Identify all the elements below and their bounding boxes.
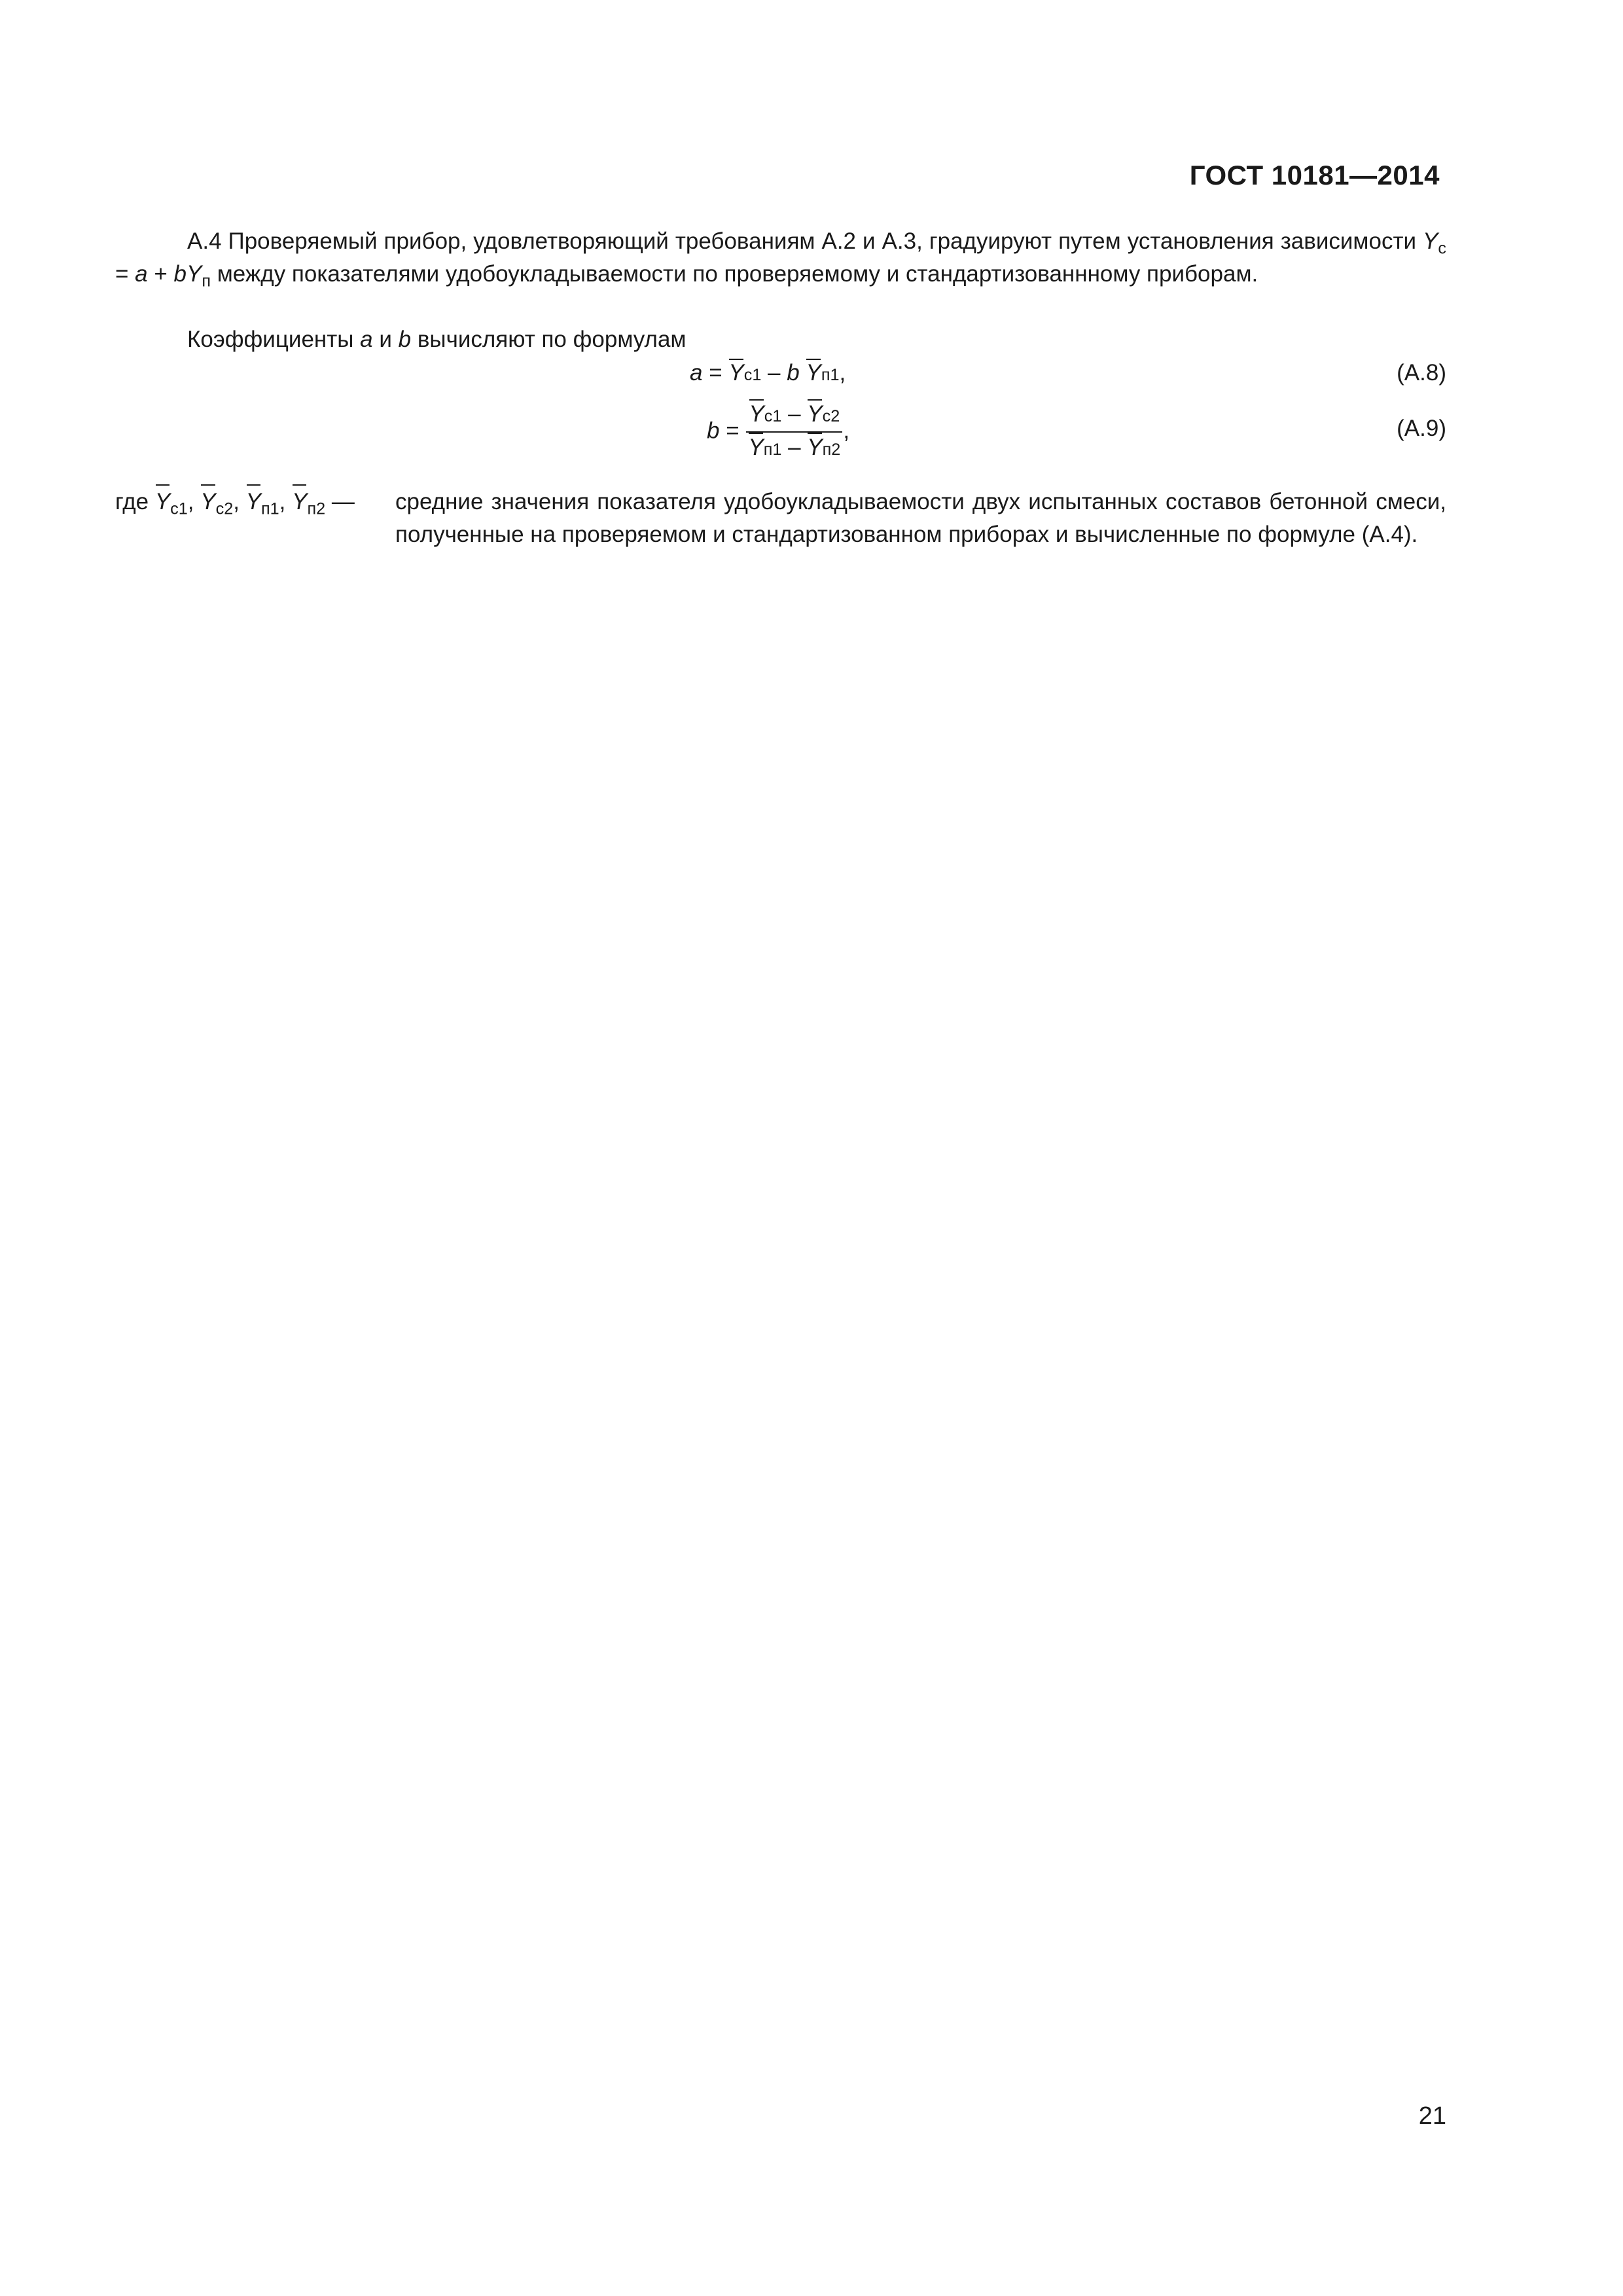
var-y-mean: Y (200, 486, 215, 518)
comma: , (839, 360, 846, 386)
sub-p1: п1 (763, 440, 782, 459)
eq-sign: = (702, 360, 729, 386)
var-b: b (398, 327, 412, 352)
sub-p2: п2 (307, 499, 326, 518)
comma: , (233, 489, 246, 514)
formula-a8 (690, 360, 846, 386)
sub-p1: п1 (261, 499, 279, 518)
var-a: a (690, 360, 703, 386)
sub-c2: с2 (822, 407, 840, 425)
where-clause-symbols (115, 486, 355, 518)
formula-number-a9: (А.9) (1397, 416, 1446, 441)
paragraph-a4-lead: А.4 Проверяемый прибор, удовлетворяющий требованиям А.2 и А.3, градуируют путем установления зависимости (187, 228, 1423, 254)
coef-text-1: Коэффициенты (187, 327, 361, 352)
sub-c1: с1 (743, 366, 762, 384)
sub-p: п (202, 272, 211, 291)
paragraph-a4-tail: между показателями удобоукладываемости по проверяемому и стандартизованнному приборам. (211, 261, 1258, 287)
sub-c1: с1 (764, 407, 782, 425)
page-number: 21 (1418, 2102, 1446, 2130)
plus-sign: + (147, 261, 174, 287)
var-y-mean: Y (155, 486, 170, 518)
formula-number-a8: (А.8) (1397, 360, 1446, 386)
var-a: a (360, 327, 373, 352)
var-a: a (135, 261, 148, 287)
sub-p2: п2 (822, 440, 841, 459)
var-b: b (787, 360, 800, 386)
var-y-mean: Y (749, 401, 764, 427)
sub-c1: с1 (170, 499, 188, 518)
coef-text-2: и (372, 327, 399, 352)
fraction-denominator (745, 433, 843, 463)
var-b: b (707, 418, 720, 444)
fraction (745, 401, 843, 463)
eq-sign: = (719, 418, 746, 444)
where-clause-definition: средние значения показателя удобоукладываемости двух испытанных составов бетонной смеси, полученные на проверяемом и стандартизованном приборах и вычисленные по формуле (А.4). (395, 489, 1446, 547)
sub-c: с (1438, 239, 1446, 258)
var-y: Y (1423, 228, 1438, 254)
var-y-mean: Y (806, 360, 821, 386)
eq-sign: = (115, 261, 135, 287)
var-y-mean: Y (728, 360, 744, 386)
comma: , (187, 489, 201, 514)
var-y-mean: Y (807, 435, 823, 460)
var-b: b (173, 261, 187, 287)
sub-p1: п1 (821, 366, 840, 384)
paragraph-a4 (115, 225, 1446, 291)
fraction-numerator (746, 401, 842, 433)
minus-sign: – (781, 435, 808, 460)
var-y-mean: Y (748, 435, 764, 460)
comma: , (279, 489, 293, 514)
var-y: Y (187, 261, 202, 287)
em-dash: — (325, 489, 355, 514)
document-header: ГОСТ 10181—2014 (1189, 160, 1440, 190)
comma: , (843, 418, 850, 444)
coef-text-3: вычисляют по формулам (411, 327, 687, 352)
minus-sign: – (781, 401, 808, 427)
coefficients-line (115, 323, 1446, 356)
var-y-mean: Y (246, 486, 261, 518)
var-y-mean: Y (292, 486, 307, 518)
where-word: где (115, 489, 155, 514)
minus-sign: – (761, 360, 787, 386)
sub-c2: с2 (215, 499, 234, 518)
var-y-mean: Y (807, 401, 823, 427)
formula-a9 (707, 401, 849, 463)
